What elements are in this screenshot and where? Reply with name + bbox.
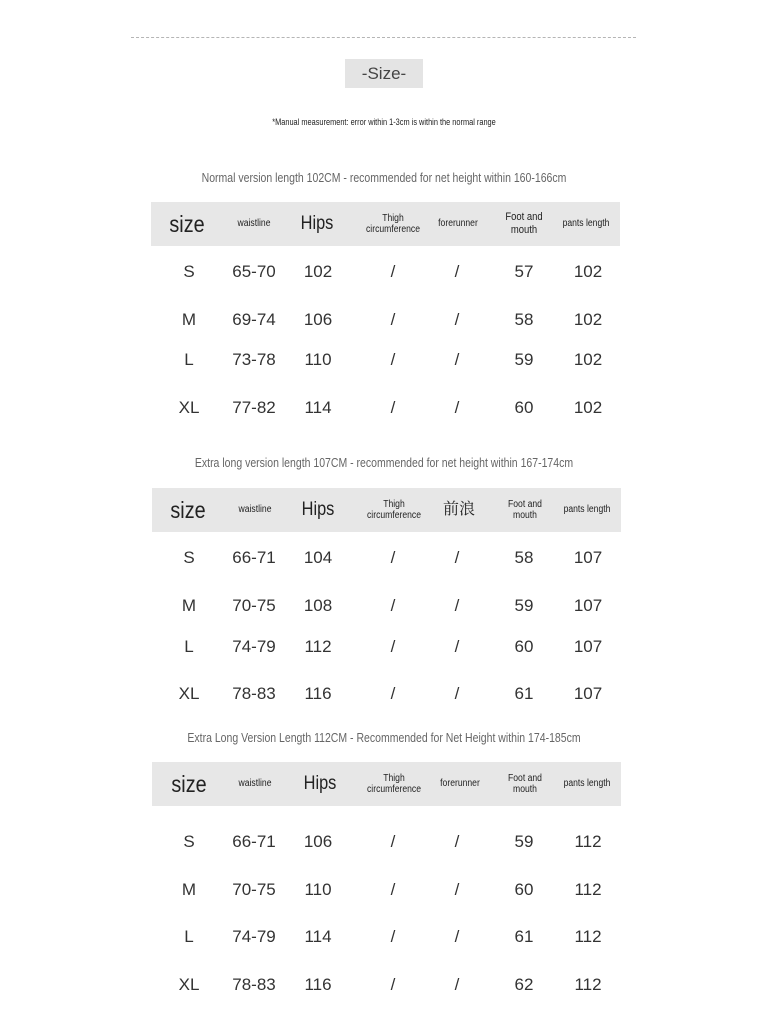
cell-hips: 112 — [304, 637, 332, 656]
cell-pants-length: 107 — [573, 548, 603, 567]
cell-hips: 116 — [304, 684, 332, 703]
cell-foot-mouth: 62 — [514, 975, 534, 994]
cell-pants-length: 107 — [573, 684, 603, 703]
table-row — [0, 970, 768, 1000]
table-row — [0, 679, 768, 709]
cell-size: M — [181, 880, 197, 899]
cell-size: M — [181, 596, 197, 615]
cell-foot-mouth: 61 — [514, 684, 534, 703]
table-row — [0, 875, 768, 905]
cell-waistline: 74-79 — [232, 927, 276, 946]
cell-thigh: / — [390, 880, 396, 899]
cell-hips: 108 — [303, 596, 333, 615]
table-row — [0, 257, 768, 287]
cell-hips: 110 — [304, 350, 332, 369]
table-2-caption: Extra long version length 107CM - recommended for net height within 167-174cm — [194, 456, 574, 470]
cell-size: XL — [178, 398, 200, 417]
cell-waistline: 69-74 — [232, 310, 276, 329]
header-hips: Hips — [300, 213, 334, 235]
table-row — [0, 345, 768, 375]
cell-forerunner: / — [454, 262, 460, 281]
cell-pants-length: 112 — [574, 832, 602, 851]
cell-foot-mouth: 58 — [514, 548, 534, 567]
header-size: size — [169, 210, 205, 237]
header-forerunner-cjk: 前浪 — [442, 500, 475, 518]
cell-foot-mouth: 57 — [514, 262, 534, 281]
cell-foot-mouth: 60 — [514, 880, 534, 899]
cell-pants-length: 112 — [574, 927, 602, 946]
cell-foot-mouth: 58 — [514, 310, 534, 329]
table-row — [0, 827, 768, 857]
measurement-note: *Manual measurement: error within 1-3cm is within the normal range — [272, 117, 496, 127]
table-row — [0, 632, 768, 662]
cell-foot-mouth: 61 — [514, 927, 534, 946]
header-forerunner: forerunner — [438, 218, 478, 230]
table-row — [0, 591, 768, 621]
cell-pants-length: 102 — [573, 398, 603, 417]
cell-pants-length: 112 — [574, 975, 602, 994]
cell-hips: 110 — [304, 880, 332, 899]
header-foot-mouth: Foot and mouth — [505, 211, 543, 236]
table-2-header — [152, 488, 621, 532]
cell-hips: 114 — [304, 398, 332, 417]
cell-size: XL — [178, 684, 200, 703]
header-thigh: Thigh circumference — [366, 498, 422, 521]
cell-forerunner: / — [454, 350, 460, 369]
cell-forerunner: / — [454, 637, 460, 656]
header-pants-length: pants length — [563, 778, 611, 790]
header-size: size — [171, 770, 207, 797]
header-thigh: Thigh circumference — [365, 212, 421, 235]
cell-pants-length: 102 — [573, 350, 603, 369]
cell-pants-length: 102 — [573, 262, 603, 281]
cell-pants-length: 107 — [573, 637, 603, 656]
cell-hips: 104 — [303, 548, 333, 567]
header-waistline: waistline — [237, 218, 271, 230]
header-hips: Hips — [301, 499, 335, 521]
cell-size: L — [184, 637, 194, 656]
cell-size: S — [183, 262, 195, 281]
cell-pants-length: 107 — [573, 596, 603, 615]
cell-size: L — [184, 350, 194, 369]
cell-thigh: / — [390, 684, 396, 703]
cell-waistline: 77-82 — [232, 398, 276, 417]
cell-forerunner: / — [454, 684, 460, 703]
cell-foot-mouth: 59 — [514, 350, 534, 369]
header-foot-mouth: Foot and mouth — [508, 498, 542, 521]
cell-waistline: 66-71 — [232, 548, 276, 567]
cell-thigh: / — [390, 832, 396, 851]
cell-thigh: / — [390, 310, 396, 329]
table-3-header — [152, 762, 621, 806]
cell-size: M — [181, 310, 197, 329]
cell-forerunner: / — [454, 310, 460, 329]
cell-thigh: / — [390, 927, 396, 946]
header-pants-length: pants length — [562, 218, 610, 230]
size-title-tag: -Size- — [345, 59, 423, 88]
cell-waistline: 65-70 — [232, 262, 276, 281]
cell-waistline: 74-79 — [232, 637, 276, 656]
cell-size: S — [183, 832, 195, 851]
cell-forerunner: / — [454, 880, 460, 899]
table-row — [0, 305, 768, 335]
header-thigh: Thigh circumference — [366, 772, 422, 795]
cell-hips: 114 — [304, 927, 332, 946]
cell-thigh: / — [390, 398, 396, 417]
header-waistline: waistline — [238, 504, 272, 516]
cell-hips: 102 — [303, 262, 333, 281]
cell-hips: 116 — [304, 975, 332, 994]
cell-pants-length: 112 — [574, 880, 602, 899]
cell-waistline: 73-78 — [232, 350, 276, 369]
cell-forerunner: / — [454, 398, 460, 417]
cell-foot-mouth: 60 — [514, 637, 534, 656]
cell-waistline: 78-83 — [232, 975, 276, 994]
table-row — [0, 393, 768, 423]
cell-thigh: / — [390, 350, 396, 369]
table-1-header — [151, 202, 620, 246]
cell-foot-mouth: 59 — [514, 596, 534, 615]
cell-hips: 106 — [303, 832, 333, 851]
table-row — [0, 922, 768, 952]
cell-waistline: 70-75 — [232, 880, 276, 899]
cell-waistline: 70-75 — [232, 596, 276, 615]
cell-thigh: / — [390, 975, 396, 994]
header-size: size — [170, 496, 206, 523]
cell-foot-mouth: 59 — [514, 832, 534, 851]
cell-thigh: / — [390, 262, 396, 281]
cell-forerunner: / — [454, 548, 460, 567]
header-pants-length: pants length — [563, 504, 611, 516]
cell-forerunner: / — [454, 927, 460, 946]
cell-thigh: / — [390, 637, 396, 656]
cell-forerunner: / — [454, 975, 460, 994]
cell-size: S — [183, 548, 195, 567]
cell-thigh: / — [390, 596, 396, 615]
header-waistline: waistline — [238, 778, 272, 790]
header-forerunner: forerunner — [440, 778, 480, 790]
cell-waistline: 66-71 — [232, 832, 276, 851]
cell-thigh: / — [390, 548, 396, 567]
dashed-divider — [131, 37, 636, 38]
cell-waistline: 78-83 — [232, 684, 276, 703]
table-row — [0, 543, 768, 573]
cell-size: XL — [178, 975, 200, 994]
cell-size: L — [184, 927, 194, 946]
cell-foot-mouth: 60 — [514, 398, 534, 417]
cell-forerunner: / — [454, 832, 460, 851]
table-3-caption: Extra Long Version Length 112CM - Recommended for Net Height within 174-185cm — [187, 731, 581, 745]
header-hips: Hips — [303, 773, 337, 795]
table-1-caption: Normal version length 102CM - recommended for net height within 160-166cm — [201, 171, 567, 185]
cell-hips: 106 — [303, 310, 333, 329]
header-foot-mouth: Foot and mouth — [508, 772, 542, 795]
cell-forerunner: / — [454, 596, 460, 615]
cell-pants-length: 102 — [573, 310, 603, 329]
